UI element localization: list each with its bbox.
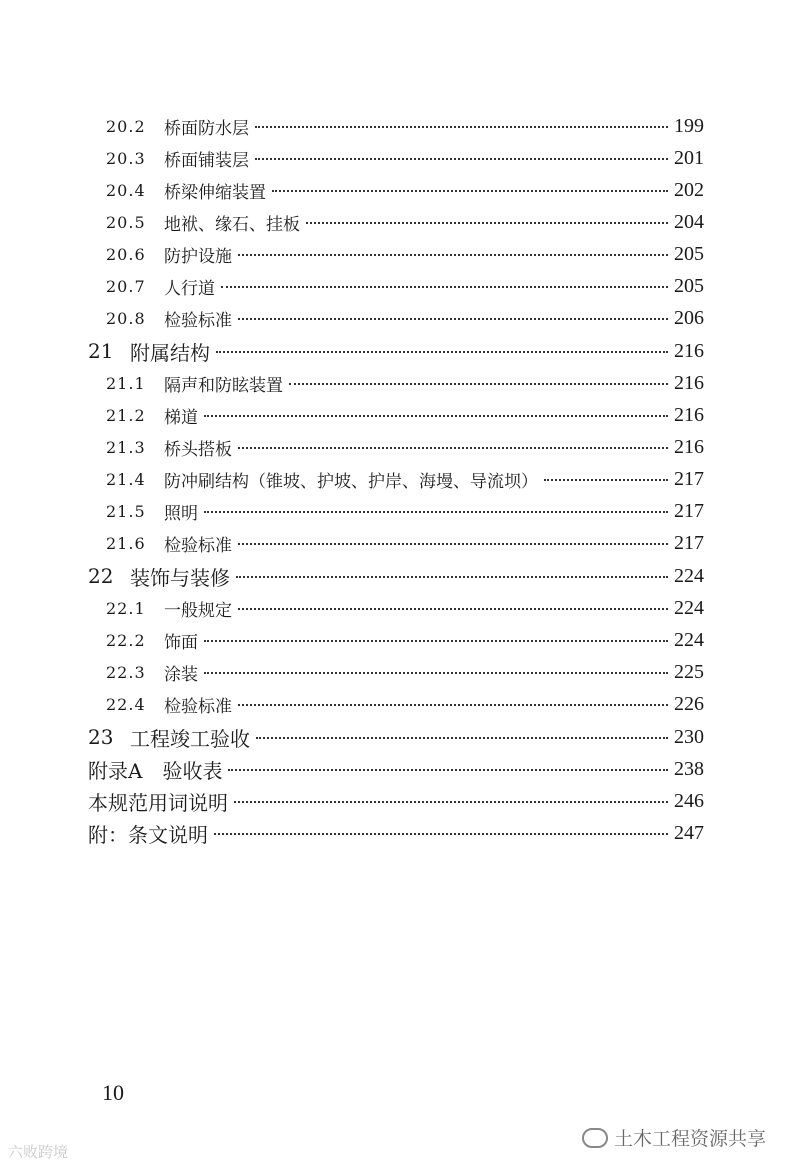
watermark-right-text: 土木工程资源共享 [613,1128,766,1150]
toc-entry-page: 205 [674,242,704,265]
toc-entry-number: 22.1 [106,598,146,618]
toc-entry[interactable] [88,785,704,817]
toc-entry-number: 20.2 [106,116,146,136]
toc-entry[interactable] [106,174,704,206]
toc-entry-number: 20.6 [106,244,146,264]
toc-entry-number: 20.7 [106,276,146,296]
toc-entry[interactable] [106,367,704,399]
dot-leader [255,126,668,128]
dot-leader [221,286,668,288]
toc-entry-page: 217 [674,467,704,490]
toc-entry-number: 21.5 [106,501,146,521]
toc-entry-number: 21.4 [106,469,146,489]
toc-entry-title: 人行道 [164,278,215,299]
toc-entry-page: 238 [674,757,704,780]
toc-entry-number: 20.5 [106,212,146,232]
dot-leader [216,351,668,353]
toc-entry-page: 226 [674,692,704,715]
dot-leader [256,737,668,739]
toc-entry-title: 梯道 [164,407,198,428]
dot-leader [306,222,668,224]
dot-leader [234,801,668,803]
toc-entry-title: 桥梁伸缩装置 [164,182,266,203]
toc-entry[interactable] [88,335,704,367]
toc-entry[interactable] [106,431,704,463]
toc-entry-title: 桥面防水层 [164,118,249,139]
toc-entry[interactable] [88,560,704,592]
toc-entry[interactable] [106,302,704,334]
toc-entry[interactable] [106,688,704,720]
toc-entry-number: 22.4 [106,694,146,714]
toc-entry-page: 225 [674,660,704,683]
toc-entry[interactable] [106,495,704,527]
toc-entry-number: 21.1 [106,373,146,393]
toc-entry[interactable] [106,238,704,270]
toc-entry-title: 装饰与装修 [130,565,230,590]
toc-entry-page: 217 [674,499,704,522]
toc-entry-page: 224 [674,628,704,651]
page-number: 10 [102,1080,124,1105]
toc-entry[interactable] [88,721,704,753]
toc-entry-title: 涂装 [164,664,198,685]
toc-entry-title: 检验标准 [164,535,232,556]
toc-entry[interactable] [106,463,704,495]
toc-entry-page: 204 [674,210,704,233]
toc-entry[interactable] [88,753,704,785]
toc-entry-number: 21.2 [106,405,146,425]
dot-leader [544,479,668,481]
dot-leader [255,158,668,160]
toc-entry-page: 199 [674,114,704,137]
toc-entry-page: 205 [674,274,704,297]
toc-entry-number: 21 [88,339,114,363]
dot-leader [204,672,668,674]
toc-entry-number: 22.3 [106,662,146,682]
toc-entry-page: 216 [674,435,704,458]
toc-entry-title: 照明 [164,503,198,524]
toc-entry-page: 216 [674,403,704,426]
toc-entry-number: 20.4 [106,180,146,200]
toc-entry-page: 206 [674,306,704,329]
toc-entry-page: 217 [674,531,704,554]
dot-leader [272,190,668,192]
toc-entry-title: 防冲刷结构（锥坡、护坡、护岸、海墁、导流坝） [164,471,538,492]
toc-entry-page: 201 [674,146,704,169]
toc-entry-page: 202 [674,178,704,201]
dot-leader [238,447,668,449]
dot-leader [238,704,668,706]
toc-entry-number: 22 [88,564,114,588]
toc-entry-number: 20.3 [106,148,146,168]
toc-entry-number: 21.6 [106,533,146,553]
toc-entry[interactable] [106,624,704,656]
dot-leader [289,383,668,385]
watermark-right [582,1124,766,1151]
toc-entry[interactable] [106,527,704,559]
toc-entry-title: 地袱、缘石、挂板 [164,214,300,235]
toc-entry[interactable] [106,142,704,174]
toc-entry[interactable] [106,270,704,302]
dot-leader [204,511,668,513]
toc-entry-title: 本规范用词说明 [88,790,228,815]
toc-entry[interactable] [106,592,704,624]
toc-entry-title: 一般规定 [164,600,232,621]
toc-entry-page: 224 [674,564,704,587]
toc-entry-title: 附：条文说明 [88,822,208,847]
toc-entry-number: 20.8 [106,308,146,328]
toc-entry-page: 246 [674,789,704,812]
toc-entry-title: 桥头搭板 [164,439,232,460]
toc-entry-number: 22.2 [106,630,146,650]
dot-leader [238,543,668,545]
toc-entry-title: 饰面 [164,632,198,653]
toc-entry-title: 隔声和防眩装置 [164,375,283,396]
wechat-icon [582,1128,608,1148]
toc-entry-title: 桥面铺装层 [164,150,249,171]
dot-leader [238,318,668,320]
toc-entry-title: 附属结构 [130,340,210,365]
dot-leader [238,608,668,610]
toc-entry-title: 检验标准 [164,310,232,331]
toc-entry[interactable] [106,399,704,431]
toc-entry-number: 21.3 [106,437,146,457]
watermark-left: 六败跨境 [8,1143,69,1161]
toc-entry-title: 工程竣工验收 [130,726,250,751]
toc-entry[interactable] [106,656,704,688]
toc-entry-title: 检验标准 [164,696,232,717]
toc-entry-page: 247 [674,821,704,844]
toc-entry-title: 附录A 验收表 [88,758,223,783]
toc-entry-page: 230 [674,725,704,748]
toc-entry[interactable] [88,817,704,849]
dot-leader [238,254,668,256]
toc-entry[interactable] [106,206,704,238]
toc-entry-page: 224 [674,596,704,619]
dot-leader [214,833,668,835]
dot-leader [204,415,668,417]
dot-leader [236,576,668,578]
toc-entry-page: 216 [674,371,704,394]
dot-leader [228,769,668,771]
toc-entry-number: 23 [88,725,114,749]
toc-entry-page: 216 [674,339,704,362]
toc-entry[interactable] [106,110,704,142]
dot-leader [204,640,668,642]
toc-entry-title: 防护设施 [164,246,232,267]
